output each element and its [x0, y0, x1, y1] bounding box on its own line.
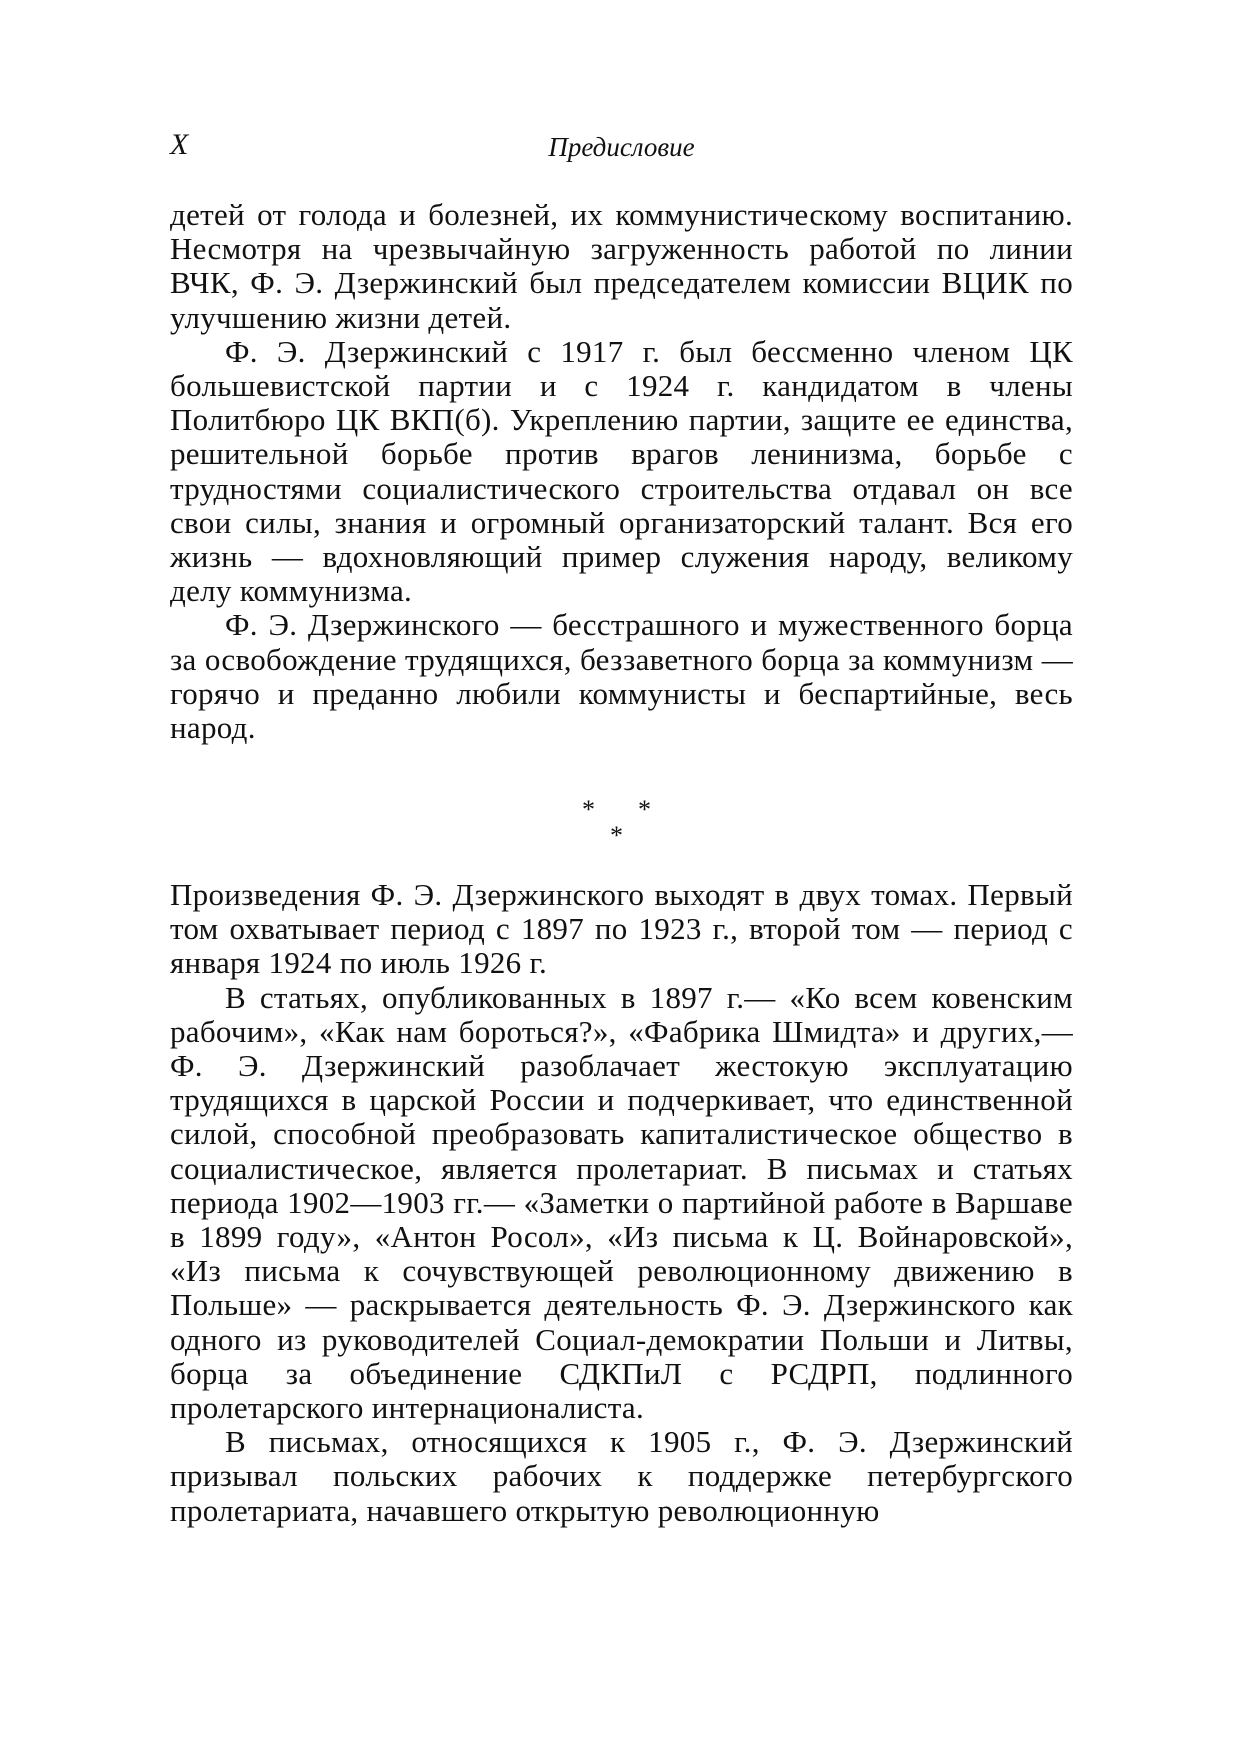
paragraph: Ф. Э. Дзержинский с 1917 г. был бессменно членом ЦК большевистской партии и с 1924 г. кандидатом в члены Политбюро ЦК ВКП(б). Укреплению партии, защите ее единства, решительной борьбе против врагов ленинизма, борьбе с трудностями социалистического строительства отдавал он все свои силы, знания и огромный организаторский талант. Вся его жизнь — вдохновляющий пример служения народу, великому делу коммунизма. — [170, 333, 1073, 609]
paragraph: детей от голода и болезней, их коммунистическому воспитанию. Несмотря на чрезвычайную загруженность работой по линии ВЧК, Ф. Э. Дзержинский был председателем комиссии ВЦИК по улучшению жизни детей. — [170, 197, 1073, 335]
asterisk-icon: * — [638, 795, 651, 824]
asterisk-icon: * — [610, 821, 623, 850]
text-section-1 — [170, 198, 1073, 745]
paragraph: Ф. Э. Дзержинского — бесстрашного и мужественного борца за освобождение трудящихся, беззаветного борца за коммунизм — горячо и преданно любили коммунисты и беспартийные, весь народ. — [170, 607, 1073, 746]
paragraph: Произведения Ф. Э. Дзержинского выходят в двух томах. Первый том охватывает период с 1897 по 1923 г., второй том — период с января 1924 по июль 1926 г. — [170, 877, 1073, 981]
chapter-title: Предисловие — [548, 132, 695, 162]
paragraph: В письмах, относящихся к 1905 г., Ф. Э. Дзержинский призывал польских рабочих к поддержке петербургского пролетариата, начавшего открытую революционную — [170, 1424, 1073, 1528]
text-section-2 — [170, 878, 1073, 1528]
paragraph: В статьях, опубликованных в 1897 г.— «Ко всем ковенским рабочим», «Как нам бороться?», «Фабрика Шмидта» и других,— Ф. Э. Дзержинский разоблачает жестокую эксплуатацию трудящихся в царской России и подчеркивает, что единственной силой, способной преобразовать капиталистическое общество в социалистическое, является пролетариат. В письмах и статьях периода 1902—1903 гг.— «Заметки о партийной работе в Варшаве в 1899 году», «Антон Росол», «Из письма к Ц. Войнаровской», «Из письма к сочувствующей революционному движению в Польше» — раскрывается деятельность Ф. Э. Дзержинского как одного из руководителей Социал-демократии Польши и Литвы, борца за объединение СДКПиЛ с РСДРП, подлинного пролетарского интернационалиста. — [170, 979, 1073, 1426]
asterisk-icon: * — [582, 795, 595, 824]
running-head — [170, 128, 1073, 178]
section-divider-asterism — [570, 795, 680, 855]
page-number: X — [170, 128, 189, 161]
